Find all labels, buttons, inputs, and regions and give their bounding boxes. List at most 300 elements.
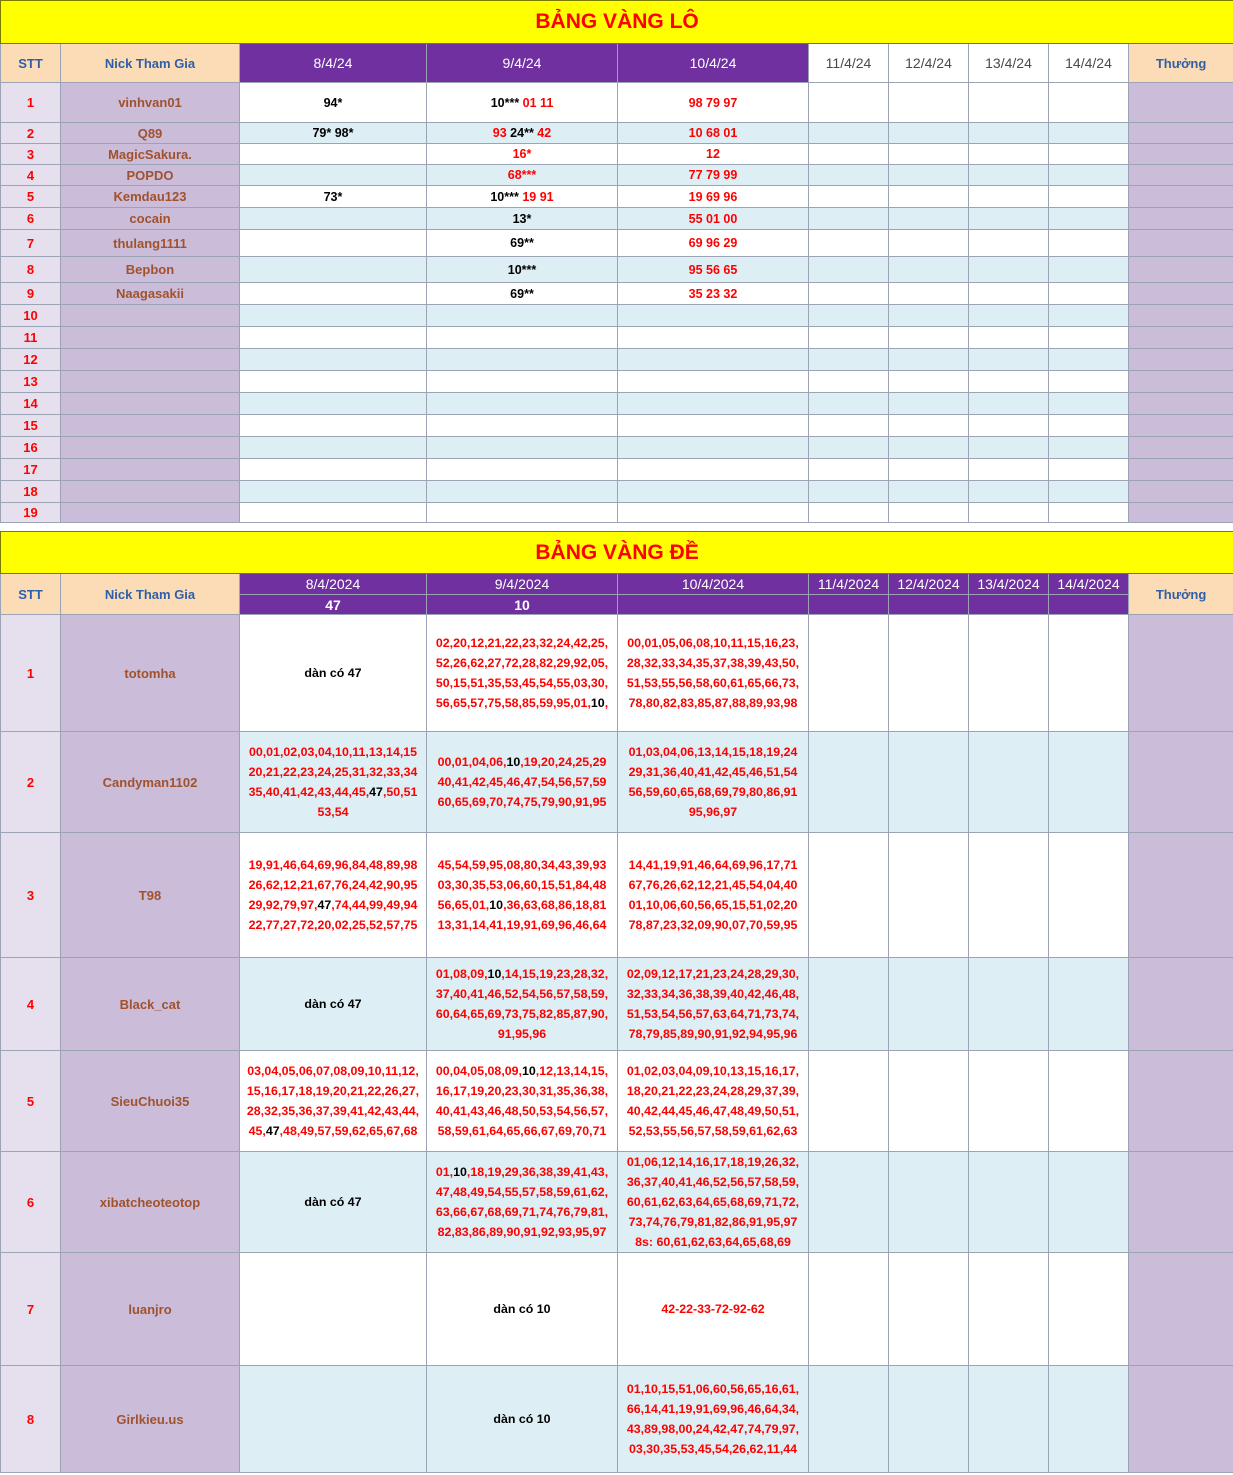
de-number: 40,41,43,46,48,50,53,54,56,57, bbox=[435, 1104, 609, 1118]
lo-cell bbox=[969, 165, 1049, 186]
de-cell bbox=[889, 615, 969, 732]
lo-cell bbox=[969, 371, 1049, 393]
lo-cell bbox=[618, 144, 809, 165]
lo-cell bbox=[427, 349, 618, 371]
lo-pick: 95 56 65 bbox=[688, 262, 738, 277]
de-number: 29,92,79,97, bbox=[248, 898, 318, 912]
de-number: 13,31,14,41,19,91,69,96,46,64 bbox=[437, 918, 607, 932]
de-number: 29,31,36,40,41,42,45,46,51,54 bbox=[628, 765, 798, 779]
lo-nick bbox=[61, 393, 240, 415]
lo-cell bbox=[969, 144, 1049, 165]
lo-cell bbox=[809, 415, 889, 437]
lo-thuong bbox=[1129, 208, 1233, 230]
lo-stt: 10 bbox=[1, 305, 61, 327]
lo-thuong bbox=[1129, 165, 1233, 186]
lo-cell bbox=[240, 415, 427, 437]
lo-pick: 16* bbox=[512, 147, 532, 161]
de-table bbox=[0, 531, 1233, 1473]
lo-stt: 9 bbox=[1, 283, 61, 305]
de-cell bbox=[809, 1152, 889, 1253]
de-cell bbox=[969, 833, 1049, 958]
de-number: , bbox=[604, 696, 609, 710]
de-number: dàn có 10 bbox=[493, 1302, 551, 1316]
de-cell bbox=[427, 958, 618, 1051]
de-cell bbox=[809, 732, 889, 833]
de-number: 00,04,05,08,09, bbox=[435, 1064, 522, 1078]
lo-cell bbox=[240, 437, 427, 459]
de-thuong bbox=[1129, 732, 1233, 833]
lo-cell bbox=[969, 83, 1049, 123]
lo-nick bbox=[61, 459, 240, 481]
de-number: 73,74,76,79,81,82,86,91,95,97 bbox=[628, 1215, 798, 1229]
de-stt: 1 bbox=[1, 615, 61, 732]
de-number: 45, bbox=[248, 1124, 266, 1138]
lo-cell bbox=[809, 437, 889, 459]
de-number: 02,20,12,21,22,23,32,24,42,25, bbox=[435, 636, 609, 650]
lo-nick bbox=[61, 481, 240, 503]
de-cell bbox=[427, 615, 618, 732]
lo-cell bbox=[1049, 393, 1129, 415]
lo-cell bbox=[427, 437, 618, 459]
de-number: 16,17,19,20,23,30,31,35,36,38, bbox=[435, 1084, 609, 1098]
de-number: 66,14,41,19,91,69,96,46,64,34, bbox=[626, 1402, 800, 1416]
de-number: 28,32,35,36,37,39,41,42,43,44, bbox=[246, 1104, 420, 1118]
de-cell bbox=[427, 732, 618, 833]
lo-cell bbox=[889, 257, 969, 283]
lo-cell bbox=[969, 327, 1049, 349]
lo-row bbox=[1, 208, 1233, 230]
lo-cell bbox=[618, 123, 809, 144]
lo-cell bbox=[618, 186, 809, 208]
de-number: 78,80,82,83,85,87,88,89,93,98 bbox=[628, 696, 798, 710]
de-number: ,74,44,99,49,94 bbox=[331, 898, 418, 912]
de-number: 00,01,04,06, bbox=[437, 755, 507, 769]
lo-thuong bbox=[1129, 503, 1233, 523]
lo-cell bbox=[427, 481, 618, 503]
lo-cell bbox=[809, 459, 889, 481]
lo-cell bbox=[1049, 186, 1129, 208]
de-number: 10 bbox=[487, 967, 502, 981]
lo-pick: 69 96 29 bbox=[688, 236, 738, 250]
de-cell bbox=[618, 833, 809, 958]
de-number: 52,26,62,27,72,28,82,29,92,05, bbox=[435, 656, 609, 670]
de-header-date: 12/4/2024 bbox=[889, 574, 969, 595]
lo-header-date: 13/4/24 bbox=[969, 44, 1049, 83]
lo-stt: 8 bbox=[1, 257, 61, 283]
lo-pick: 94* bbox=[323, 95, 343, 110]
lo-cell bbox=[1049, 503, 1129, 523]
de-number: 00,01,05,06,08,10,11,15,16,23, bbox=[627, 636, 799, 650]
lo-pick: 68*** bbox=[507, 168, 537, 182]
de-result: 10 bbox=[427, 595, 618, 615]
lo-stt: 7 bbox=[1, 230, 61, 257]
de-number: 15,16,17,18,19,20,21,22,26,27, bbox=[246, 1084, 420, 1098]
lo-cell bbox=[240, 123, 427, 144]
lo-table bbox=[0, 0, 1233, 523]
lo-cell bbox=[240, 393, 427, 415]
lo-nick bbox=[61, 503, 240, 523]
de-cell bbox=[1049, 1152, 1129, 1253]
de-number: 03,04,05,06,07,08,09,10,11,12, bbox=[247, 1064, 419, 1078]
lo-cell bbox=[427, 503, 618, 523]
de-row bbox=[1, 1051, 1233, 1152]
lo-nick: MagicSakura. bbox=[61, 144, 240, 165]
lo-cell bbox=[427, 305, 618, 327]
de-cell bbox=[1049, 1051, 1129, 1152]
de-number: ,12,13,14,15, bbox=[535, 1064, 609, 1078]
de-number: 47,48,49,54,55,57,58,59,61,62, bbox=[435, 1185, 609, 1199]
de-number: 56,59,60,65,68,69,79,80,86,91 bbox=[628, 785, 798, 799]
lo-cell bbox=[427, 415, 618, 437]
de-result bbox=[969, 595, 1049, 615]
lo-cell bbox=[427, 257, 618, 283]
de-row bbox=[1, 615, 1233, 732]
lo-cell bbox=[969, 481, 1049, 503]
lo-pick: 98 79 97 bbox=[688, 95, 738, 110]
lo-cell bbox=[427, 208, 618, 230]
de-thuong bbox=[1129, 1366, 1233, 1473]
de-number: 03,30,35,53,06,60,15,51,84,48 bbox=[437, 878, 607, 892]
lo-header-date: 11/4/24 bbox=[809, 44, 889, 83]
de-cell bbox=[809, 1253, 889, 1366]
lo-cell bbox=[889, 144, 969, 165]
lo-cell bbox=[969, 415, 1049, 437]
de-cell bbox=[427, 1366, 618, 1473]
de-cell bbox=[809, 833, 889, 958]
lo-pick: 42 bbox=[533, 126, 552, 140]
lo-nick bbox=[61, 437, 240, 459]
lo-stt: 11 bbox=[1, 327, 61, 349]
lo-cell bbox=[618, 415, 809, 437]
de-cell bbox=[427, 1152, 618, 1253]
de-number: 45,54,59,95,08,80,34,43,39,93 bbox=[437, 858, 607, 872]
lo-cell bbox=[969, 349, 1049, 371]
lo-cell bbox=[969, 305, 1049, 327]
de-header-date: 8/4/2024 bbox=[240, 574, 427, 595]
de-number: dàn có 47 bbox=[304, 997, 362, 1011]
lo-cell bbox=[240, 481, 427, 503]
lo-cell bbox=[1049, 371, 1129, 393]
lo-stt: 14 bbox=[1, 393, 61, 415]
de-number: 47 bbox=[265, 1124, 280, 1138]
lo-stt: 5 bbox=[1, 186, 61, 208]
lo-pick: 10*** bbox=[490, 189, 519, 204]
lo-nick: Naagasakii bbox=[61, 283, 240, 305]
lo-cell bbox=[240, 459, 427, 481]
lo-cell bbox=[809, 257, 889, 283]
de-cell bbox=[240, 1152, 427, 1253]
de-banner bbox=[1, 532, 1233, 574]
de-cell bbox=[240, 833, 427, 958]
de-number: 60,65,69,70,74,75,79,90,91,95 bbox=[437, 795, 607, 809]
lo-cell bbox=[889, 371, 969, 393]
de-stt: 7 bbox=[1, 1253, 61, 1366]
lo-header-date: 8/4/24 bbox=[240, 44, 427, 83]
de-cell bbox=[240, 1051, 427, 1152]
de-cell bbox=[969, 1366, 1049, 1473]
lo-cell bbox=[618, 208, 809, 230]
de-number: 01,06,12,14,16,17,18,19,26,32, bbox=[626, 1155, 800, 1169]
de-cell bbox=[889, 833, 969, 958]
lo-row bbox=[1, 305, 1233, 327]
lo-nick: Q89 bbox=[61, 123, 240, 144]
lo-stt: 19 bbox=[1, 503, 61, 523]
lo-cell bbox=[618, 503, 809, 523]
de-cell bbox=[889, 1051, 969, 1152]
lo-cell bbox=[240, 283, 427, 305]
de-thuong bbox=[1129, 958, 1233, 1051]
de-number: 47 bbox=[317, 898, 332, 912]
lo-cell bbox=[889, 437, 969, 459]
de-cell bbox=[889, 732, 969, 833]
lo-cell bbox=[809, 327, 889, 349]
lo-pick: 10*** bbox=[507, 262, 537, 277]
lo-cell bbox=[427, 230, 618, 257]
de-number: 40,42,44,45,46,47,48,49,50,51, bbox=[626, 1104, 800, 1118]
de-number: 02,09,12,17,21,23,24,28,29,30, bbox=[626, 967, 800, 981]
lo-cell bbox=[809, 186, 889, 208]
de-header-nick: Nick Tham Gia bbox=[61, 574, 240, 615]
de-header-row bbox=[1, 574, 1233, 595]
lo-cell bbox=[427, 83, 618, 123]
lo-row bbox=[1, 283, 1233, 305]
lo-cell bbox=[618, 83, 809, 123]
lo-cell bbox=[889, 186, 969, 208]
lo-row bbox=[1, 393, 1233, 415]
lo-cell bbox=[969, 123, 1049, 144]
de-number: 56,65,01, bbox=[437, 898, 490, 912]
de-number: 43,89,98,00,24,42,47,74,79,97, bbox=[626, 1422, 800, 1436]
de-cell bbox=[1049, 833, 1129, 958]
de-number: 10 bbox=[453, 1165, 467, 1179]
lo-cell bbox=[809, 283, 889, 305]
de-number: 78,87,23,32,09,90,07,70,59,95 bbox=[628, 918, 798, 932]
de-number: 47 bbox=[369, 785, 383, 799]
lo-cell bbox=[889, 349, 969, 371]
de-number: dàn có 47 bbox=[304, 1195, 362, 1209]
de-number: 03,30,35,53,45,54,26,62,11,44 bbox=[628, 1442, 798, 1456]
lo-cell bbox=[809, 349, 889, 371]
de-row bbox=[1, 1366, 1233, 1473]
lo-stt: 13 bbox=[1, 371, 61, 393]
lo-cell bbox=[1049, 481, 1129, 503]
de-header-date: 10/4/2024 bbox=[618, 574, 809, 595]
lo-nick bbox=[61, 327, 240, 349]
de-number: 18,20,21,22,23,24,28,29,37,39, bbox=[626, 1084, 800, 1098]
de-row bbox=[1, 1152, 1233, 1253]
lo-pick: 12 bbox=[706, 147, 720, 161]
lo-row bbox=[1, 415, 1233, 437]
de-cell bbox=[809, 615, 889, 732]
de-thuong bbox=[1129, 1253, 1233, 1366]
de-cell bbox=[1049, 1366, 1129, 1473]
de-header-date: 14/4/2024 bbox=[1049, 574, 1129, 595]
lo-cell bbox=[240, 144, 427, 165]
lo-nick: vinhvan01 bbox=[61, 83, 240, 123]
lo-cell bbox=[1049, 305, 1129, 327]
de-number: 01,03,04,06,13,14,15,18,19,24 bbox=[628, 745, 798, 759]
lo-thuong bbox=[1129, 371, 1233, 393]
de-number: dàn có 47 bbox=[304, 666, 362, 680]
de-number: 51,53,54,56,57,63,64,71,73,74, bbox=[626, 1007, 800, 1021]
lo-stt: 12 bbox=[1, 349, 61, 371]
de-cell bbox=[889, 1366, 969, 1473]
lo-stt: 17 bbox=[1, 459, 61, 481]
de-number: ,50,51 bbox=[382, 785, 418, 799]
lo-stt: 1 bbox=[1, 83, 61, 123]
lo-nick: Bepbon bbox=[61, 257, 240, 283]
lo-cell bbox=[809, 481, 889, 503]
lo-cell bbox=[1049, 327, 1129, 349]
lo-header-nick: Nick Tham Gia bbox=[61, 44, 240, 83]
de-stt: 3 bbox=[1, 833, 61, 958]
de-cell bbox=[1049, 615, 1129, 732]
lo-cell bbox=[240, 186, 427, 208]
de-number: 14,41,19,91,46,64,69,96,17,71 bbox=[628, 858, 798, 872]
lo-cell bbox=[1049, 165, 1129, 186]
lo-cell bbox=[969, 257, 1049, 283]
lo-cell bbox=[889, 481, 969, 503]
de-nick: SieuChuoi35 bbox=[61, 1051, 240, 1152]
lo-cell bbox=[240, 165, 427, 186]
de-number: 60,61,62,63,64,65,68,69,71,72, bbox=[626, 1195, 800, 1209]
lo-thuong bbox=[1129, 283, 1233, 305]
de-cell bbox=[618, 958, 809, 1051]
lo-cell bbox=[618, 257, 809, 283]
lo-thuong bbox=[1129, 481, 1233, 503]
lo-cell bbox=[889, 165, 969, 186]
de-number: 10 bbox=[521, 1064, 536, 1078]
de-cell bbox=[1049, 1253, 1129, 1366]
de-number: 52,53,55,56,57,58,59,61,62,63 bbox=[628, 1124, 798, 1138]
de-thuong bbox=[1129, 615, 1233, 732]
lo-nick: POPDO bbox=[61, 165, 240, 186]
lo-thuong bbox=[1129, 393, 1233, 415]
lo-pick: 10*** bbox=[490, 95, 520, 110]
lo-cell bbox=[809, 503, 889, 523]
lo-cell bbox=[889, 415, 969, 437]
lo-cell bbox=[969, 208, 1049, 230]
lo-cell bbox=[427, 144, 618, 165]
de-number: ,18,19,29,36,38,39,41,43, bbox=[466, 1165, 609, 1179]
lo-cell bbox=[889, 305, 969, 327]
lo-cell bbox=[240, 503, 427, 523]
lo-cell bbox=[809, 305, 889, 327]
de-number: 50,15,51,35,53,45,54,55,03,30, bbox=[435, 676, 609, 690]
lo-row bbox=[1, 123, 1233, 144]
de-cell bbox=[889, 958, 969, 1051]
lo-cell bbox=[889, 208, 969, 230]
lo-cell bbox=[809, 144, 889, 165]
de-nick: luanjro bbox=[61, 1253, 240, 1366]
de-cell bbox=[240, 1253, 427, 1366]
lo-pick: 69** bbox=[510, 286, 534, 301]
lo-cell bbox=[427, 186, 618, 208]
lo-pick: 79* 98* bbox=[312, 126, 354, 140]
de-result bbox=[1049, 595, 1129, 615]
de-number: 91,95,96 bbox=[497, 1027, 547, 1041]
lo-pick: 69** bbox=[510, 236, 534, 250]
lo-cell bbox=[618, 459, 809, 481]
de-number: 37,40,41,46,52,54,56,57,58,59, bbox=[435, 987, 609, 1001]
de-result bbox=[889, 595, 969, 615]
de-thuong bbox=[1129, 833, 1233, 958]
de-result bbox=[618, 595, 809, 615]
lo-row bbox=[1, 165, 1233, 186]
de-header-date: 11/4/2024 bbox=[809, 574, 889, 595]
lo-cell bbox=[889, 459, 969, 481]
lo-thuong bbox=[1129, 144, 1233, 165]
de-header-date: 9/4/2024 bbox=[427, 574, 618, 595]
de-stt: 4 bbox=[1, 958, 61, 1051]
lo-row bbox=[1, 459, 1233, 481]
de-cell bbox=[1049, 732, 1129, 833]
lo-row bbox=[1, 481, 1233, 503]
de-number: 67,76,26,62,12,21,45,54,04,40 bbox=[628, 878, 798, 892]
de-cell bbox=[618, 1152, 809, 1253]
de-cell bbox=[427, 1051, 618, 1152]
lo-cell bbox=[809, 165, 889, 186]
lo-header-row bbox=[1, 44, 1233, 83]
lo-cell bbox=[1049, 283, 1129, 305]
de-stt: 8 bbox=[1, 1366, 61, 1473]
lo-pick: 55 01 00 bbox=[688, 211, 738, 226]
de-thuong bbox=[1129, 1152, 1233, 1253]
lo-cell bbox=[240, 327, 427, 349]
lo-pick: 13* bbox=[512, 211, 532, 226]
de-cell bbox=[969, 1152, 1049, 1253]
lo-cell bbox=[809, 123, 889, 144]
lo-cell bbox=[240, 208, 427, 230]
de-number: dàn có 10 bbox=[493, 1412, 551, 1426]
de-number: 10 bbox=[489, 898, 504, 912]
de-cell bbox=[240, 732, 427, 833]
lo-cell bbox=[969, 283, 1049, 305]
lo-cell bbox=[618, 393, 809, 415]
lo-cell bbox=[618, 283, 809, 305]
lo-pick: 19 91 bbox=[518, 189, 554, 204]
de-cell bbox=[1049, 958, 1129, 1051]
de-result: 47 bbox=[240, 595, 427, 615]
de-number: 51,53,55,56,58,60,61,65,66,73, bbox=[626, 676, 800, 690]
lo-cell bbox=[809, 371, 889, 393]
lo-nick bbox=[61, 371, 240, 393]
lo-cell bbox=[240, 230, 427, 257]
de-number: ,48,49,57,59,62,65,67,68 bbox=[279, 1124, 418, 1138]
lo-cell bbox=[1049, 415, 1129, 437]
lo-stt: 16 bbox=[1, 437, 61, 459]
de-cell bbox=[969, 1253, 1049, 1366]
lo-cell bbox=[969, 230, 1049, 257]
de-number: 01,08,09, bbox=[435, 967, 488, 981]
lo-stt: 4 bbox=[1, 165, 61, 186]
lo-cell bbox=[618, 305, 809, 327]
lo-cell bbox=[618, 230, 809, 257]
de-cell bbox=[618, 732, 809, 833]
de-stt: 6 bbox=[1, 1152, 61, 1253]
lo-cell bbox=[427, 327, 618, 349]
lo-pick: 01 11 bbox=[519, 95, 554, 110]
lo-thuong bbox=[1129, 415, 1233, 437]
de-thuong bbox=[1129, 1051, 1233, 1152]
lo-cell bbox=[889, 393, 969, 415]
de-number: 10 bbox=[590, 696, 605, 710]
lo-thuong bbox=[1129, 327, 1233, 349]
de-result bbox=[809, 595, 889, 615]
lo-cell bbox=[809, 230, 889, 257]
lo-cell bbox=[618, 165, 809, 186]
de-number: 56,65,57,75,58,85,59,95,01, bbox=[435, 696, 591, 710]
